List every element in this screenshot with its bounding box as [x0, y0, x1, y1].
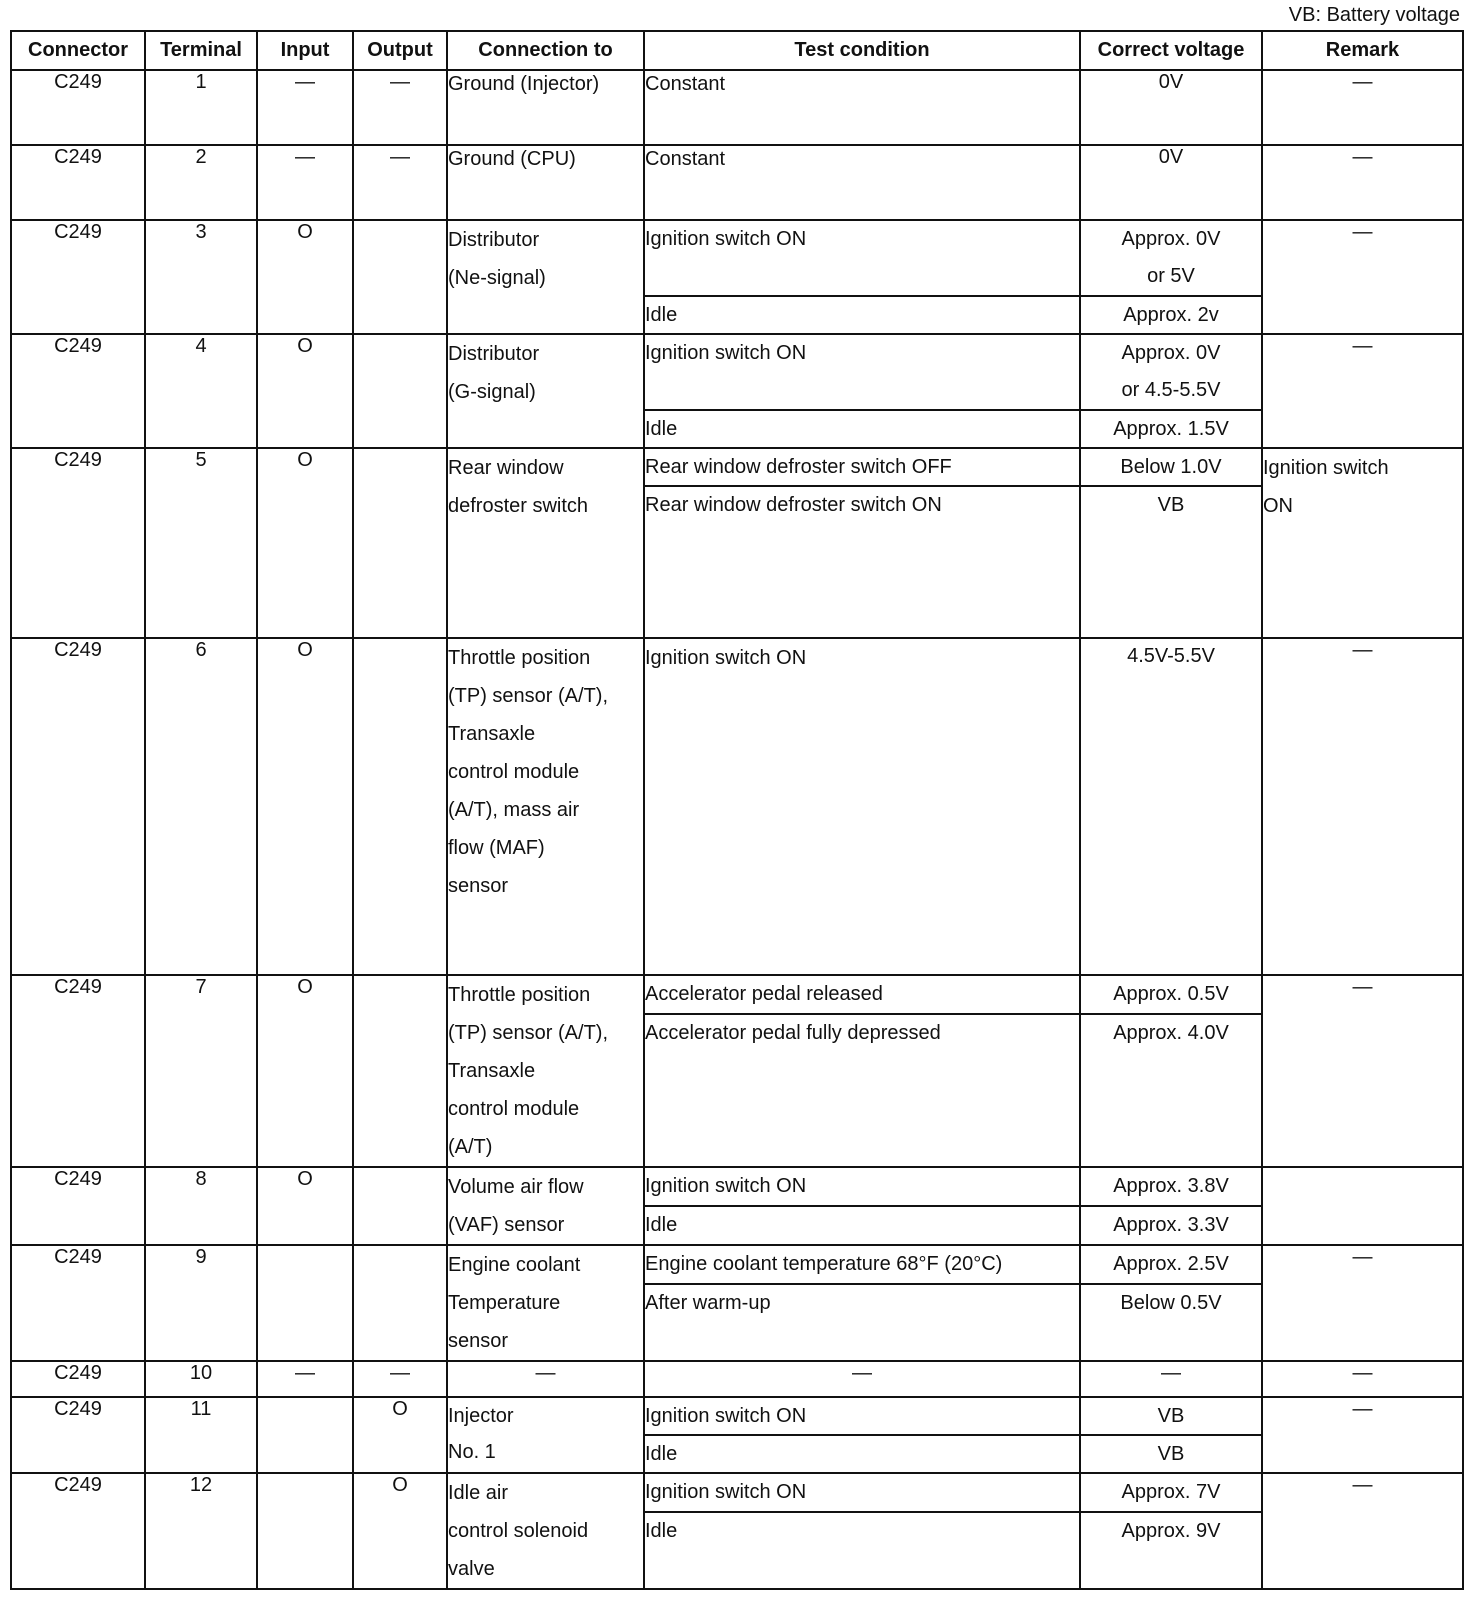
table-row: [11, 1245, 1463, 1284]
output-cell: [353, 448, 447, 638]
input-cell: O: [257, 1167, 353, 1245]
remark-cell: —: [1262, 145, 1463, 220]
test-condition-cell: After warm-up: [644, 1284, 1080, 1361]
connection-cell: Volume air flow (VAF) sensor: [447, 1167, 644, 1245]
voltage-cell: Approx. 9V: [1080, 1512, 1262, 1589]
table-row: [11, 220, 1463, 296]
connector-cell: C249: [11, 1473, 145, 1589]
voltage-cell: Approx. 0.5V: [1080, 975, 1262, 1014]
connection-cell: Throttle position (TP) sensor (A/T), Transaxle control module (A/T): [447, 975, 644, 1167]
voltage-cell: Approx. 4.0V: [1080, 1014, 1262, 1167]
voltage-cell: Below 1.0V: [1080, 448, 1262, 486]
input-cell: —: [257, 70, 353, 145]
terminal-cell: 2: [145, 145, 257, 220]
table-row: [11, 1397, 1463, 1435]
connection-cell: Distributor (G-signal): [447, 334, 644, 448]
remark-cell: —: [1262, 638, 1463, 975]
voltage-cell: Approx. 3.8V: [1080, 1167, 1262, 1206]
connector-cell: C249: [11, 1361, 145, 1397]
connector-cell: C249: [11, 1397, 145, 1473]
voltage-cell: VB: [1080, 1435, 1262, 1473]
voltage-cell: Approx. 3.3V: [1080, 1206, 1262, 1245]
input-cell: [257, 1397, 353, 1473]
connector-cell: C249: [11, 334, 145, 448]
output-cell: —: [353, 145, 447, 220]
output-cell: [353, 638, 447, 975]
terminal-cell: 4: [145, 334, 257, 448]
voltage-cell: Below 0.5V: [1080, 1284, 1262, 1361]
test-condition-cell: Idle: [644, 1206, 1080, 1245]
test-condition-cell: Rear window defroster switch ON: [644, 486, 1080, 638]
voltage-cell: Approx. 2v: [1080, 296, 1262, 334]
test-condition-cell: Constant: [644, 70, 1080, 145]
test-condition-cell: Accelerator pedal released: [644, 975, 1080, 1014]
test-condition-cell: Constant: [644, 145, 1080, 220]
test-condition-cell: Idle: [644, 1512, 1080, 1589]
remark-cell: —: [1262, 334, 1463, 448]
test-condition-cell: Ignition switch ON: [644, 334, 1080, 410]
input-cell: O: [257, 638, 353, 975]
header-input: Input: [257, 31, 353, 70]
header-connection-to: Connection to: [447, 31, 644, 70]
connection-cell: Injector No. 1: [447, 1397, 644, 1473]
terminal-cell: 11: [145, 1397, 257, 1473]
voltage-cell: —: [1080, 1361, 1262, 1397]
input-cell: O: [257, 220, 353, 334]
remark-cell: —: [1262, 1361, 1463, 1397]
test-condition-cell: —: [644, 1361, 1080, 1397]
voltage-cell: 4.5V-5.5V: [1080, 638, 1262, 975]
terminal-cell: 1: [145, 70, 257, 145]
voltage-cell: VB: [1080, 486, 1262, 638]
header-terminal: Terminal: [145, 31, 257, 70]
test-condition-cell: Idle: [644, 1435, 1080, 1473]
table-row: [11, 448, 1463, 486]
terminal-cell: 9: [145, 1245, 257, 1361]
voltage-cell: Approx. 0V or 4.5-5.5V: [1080, 334, 1262, 410]
remark-cell: —: [1262, 1397, 1463, 1473]
connector-cell: C249: [11, 1245, 145, 1361]
remark-cell: —: [1262, 975, 1463, 1167]
test-condition-cell: Ignition switch ON: [644, 1167, 1080, 1206]
voltage-cell: Approx. 7V: [1080, 1473, 1262, 1512]
remark-cell: —: [1262, 1473, 1463, 1589]
voltage-cell: Approx. 2.5V: [1080, 1245, 1262, 1284]
connector-cell: C249: [11, 70, 145, 145]
header-output: Output: [353, 31, 447, 70]
terminal-cell: 3: [145, 220, 257, 334]
test-condition-cell: Rear window defroster switch OFF: [644, 448, 1080, 486]
output-cell: [353, 1245, 447, 1361]
connection-cell: Ground (CPU): [447, 145, 644, 220]
terminal-cell: 7: [145, 975, 257, 1167]
terminal-voltage-table: [10, 30, 1464, 1590]
output-cell: O: [353, 1473, 447, 1589]
test-condition-cell: Engine coolant temperature 68°F (20°C): [644, 1245, 1080, 1284]
connection-cell: Ground (Injector): [447, 70, 644, 145]
connector-cell: C249: [11, 1167, 145, 1245]
connection-cell: Throttle position (TP) sensor (A/T), Transaxle control module (A/T), mass air flow (MAF) sensor: [447, 638, 644, 975]
table-row: [11, 70, 1463, 145]
test-condition-cell: Idle: [644, 410, 1080, 448]
header-row: [11, 31, 1463, 70]
input-cell: O: [257, 975, 353, 1167]
battery-voltage-note: VB: Battery voltage: [1288, 4, 1460, 26]
table-row: [11, 1167, 1463, 1206]
terminal-cell: 5: [145, 448, 257, 638]
output-cell: [353, 220, 447, 334]
connector-cell: C249: [11, 145, 145, 220]
header-correct-voltage: Correct voltage: [1080, 31, 1262, 70]
terminal-cell: 10: [145, 1361, 257, 1397]
voltage-cell: 0V: [1080, 145, 1262, 220]
input-cell: [257, 1473, 353, 1589]
terminal-cell: 12: [145, 1473, 257, 1589]
header-test-condition: Test condition: [644, 31, 1080, 70]
test-condition-cell: Accelerator pedal fully depressed: [644, 1014, 1080, 1167]
connector-cell: C249: [11, 638, 145, 975]
output-cell: —: [353, 70, 447, 145]
table-row: [11, 1473, 1463, 1512]
output-cell: [353, 334, 447, 448]
header-connector: Connector: [11, 31, 145, 70]
connection-cell: Distributor (Ne-signal): [447, 220, 644, 334]
input-cell: O: [257, 334, 353, 448]
connector-cell: C249: [11, 975, 145, 1167]
input-cell: O: [257, 448, 353, 638]
terminal-cell: 6: [145, 638, 257, 975]
test-condition-cell: Ignition switch ON: [644, 1397, 1080, 1435]
connection-cell: Rear window defroster switch: [447, 448, 644, 638]
output-cell: [353, 1167, 447, 1245]
remark-cell: —: [1262, 70, 1463, 145]
voltage-cell: 0V: [1080, 70, 1262, 145]
table-row: [11, 334, 1463, 410]
output-cell: [353, 975, 447, 1167]
test-condition-cell: Idle: [644, 296, 1080, 334]
connector-cell: C249: [11, 220, 145, 334]
connection-cell: Engine coolant Temperature sensor: [447, 1245, 644, 1361]
table-row: [11, 975, 1463, 1014]
table-row: [11, 145, 1463, 220]
input-cell: —: [257, 145, 353, 220]
voltage-cell: Approx. 0V or 5V: [1080, 220, 1262, 296]
voltage-cell: Approx. 1.5V: [1080, 410, 1262, 448]
remark-cell: Ignition switch ON: [1262, 448, 1463, 638]
input-cell: —: [257, 1361, 353, 1397]
header-remark: Remark: [1262, 31, 1463, 70]
table-row: [11, 638, 1463, 975]
remark-cell: —: [1262, 220, 1463, 334]
test-condition-cell: Ignition switch ON: [644, 638, 1080, 975]
terminal-cell: 8: [145, 1167, 257, 1245]
remark-cell: —: [1262, 1245, 1463, 1361]
connection-cell: Idle air control solenoid valve: [447, 1473, 644, 1589]
output-cell: —: [353, 1361, 447, 1397]
input-cell: [257, 1245, 353, 1361]
output-cell: O: [353, 1397, 447, 1473]
voltage-cell: VB: [1080, 1397, 1262, 1435]
test-condition-cell: Ignition switch ON: [644, 220, 1080, 296]
remark-cell: [1262, 1167, 1463, 1245]
table-row: [11, 1361, 1463, 1397]
connector-cell: C249: [11, 448, 145, 638]
connection-cell: —: [447, 1361, 644, 1397]
test-condition-cell: Ignition switch ON: [644, 1473, 1080, 1512]
